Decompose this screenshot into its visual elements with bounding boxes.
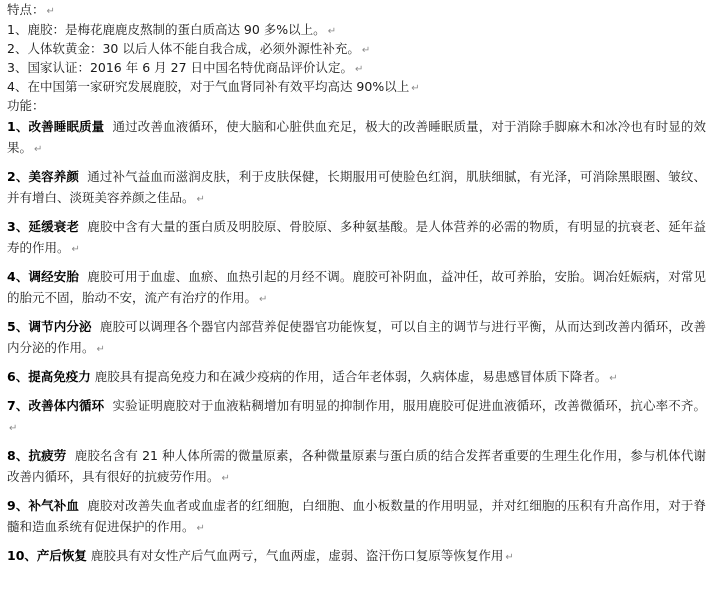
- features-list: [7, 20, 706, 96]
- function-title: 抗疲劳: [28, 448, 67, 463]
- function-item: [7, 366, 706, 389]
- function-text: 鹿胶可以调理各个器官内部营养促使器官功能恢复，可以自主的调节与进行平衡，从而达到改善内循环，改善内分泌的作用。: [7, 319, 706, 355]
- function-title: 美容养颜: [28, 169, 79, 184]
- function-item: [7, 116, 706, 160]
- feature-number: 3、: [7, 60, 28, 75]
- function-title: 补气补血: [28, 498, 79, 513]
- paragraph-mark-icon: ↵: [609, 373, 618, 384]
- function-title: 调经安胎: [28, 269, 79, 284]
- paragraph-mark-icon: ↵: [327, 26, 337, 37]
- function-number: 3、: [7, 219, 29, 234]
- function-title: 产后恢复: [36, 548, 87, 563]
- function-item: [7, 316, 706, 360]
- function-number: 1、: [7, 119, 29, 134]
- feature-item: [7, 58, 706, 77]
- function-number: 4、: [7, 269, 29, 284]
- function-item: [7, 395, 706, 439]
- paragraph-mark-icon: ↵: [505, 552, 514, 563]
- paragraph-mark-icon: ↵: [355, 64, 364, 75]
- function-item: [7, 266, 706, 310]
- function-title: 提高免疫力: [28, 369, 91, 384]
- feature-number: 1、: [7, 22, 28, 37]
- function-title: 改善体内循环: [28, 398, 105, 413]
- paragraph-mark-icon: ↵: [196, 523, 205, 534]
- function-text: 鹿胶对改善失血者或血虚者的红细胞，白细胞、血小板数量的作用明显，并对红细胞的压积有升高作用，对于脊髓和造血系统有促进保护的作用。: [7, 498, 706, 534]
- function-number: 2、: [7, 169, 29, 184]
- function-number: 10、: [7, 548, 37, 563]
- functions-heading: [7, 96, 706, 116]
- paragraph-mark-icon: ↵: [196, 194, 205, 205]
- paragraph-mark-icon: ↵: [9, 423, 18, 434]
- function-number: 6、: [7, 369, 29, 384]
- functions-list: [7, 116, 706, 568]
- feature-text: 鹿胶：是梅花鹿鹿皮熬制的蛋白质高达 90 多%以上。: [27, 22, 326, 37]
- features-heading: [7, 0, 706, 20]
- function-item: [7, 445, 706, 489]
- paragraph-mark-icon: ↵: [71, 244, 80, 255]
- function-item: [7, 495, 706, 539]
- function-item: [7, 216, 706, 260]
- function-title: 调节内分泌: [28, 319, 92, 334]
- function-item: [7, 166, 706, 210]
- function-text: 通过补气益血而滋润皮肤，利于皮肤保健，长期服用可使脸色红润，肌肤细腻，有光泽，可消除黑眼圈、皱纹、并有增白、淡斑美容养颜之佳品。: [7, 169, 706, 205]
- function-item: [7, 545, 706, 568]
- function-text: 鹿胶可用于血虚、血瘀、血热引起的月经不调。鹿胶可补阴血，益冲任，故可养胎，安胎。调冶妊娠病，对常见的胎元不固，胎动不安，流产有治疗的作用。: [7, 269, 706, 305]
- function-title: 改善睡眠质量: [28, 119, 105, 134]
- feature-item: [7, 77, 706, 96]
- function-text: 鹿胶中含有大量的蛋白质及明胶原、骨胶原、多种氨基酸。是人体营养的必需的物质，有明显的抗衰老、延年益寿的作用。: [7, 219, 706, 255]
- functions-heading-text: 功能：: [7, 98, 45, 113]
- paragraph-mark-icon: ↵: [411, 83, 420, 94]
- features-heading-text: 特点：: [7, 2, 45, 17]
- feature-item: [7, 39, 706, 58]
- feature-text: 国家认证：2016 年 6 月 27 日中国名特优商品评价认定。: [27, 60, 353, 75]
- paragraph-mark-icon: ↵: [259, 294, 268, 305]
- function-number: 5、: [7, 319, 29, 334]
- function-text: 通过改善血液循环，使大脑和心脏供血充足，极大的改善睡眠质量，对于消除手脚麻木和冰冷也有时显的效果。: [7, 119, 706, 155]
- feature-text: 在中国第一家研究发展鹿胶，对于气血肾同补有效平均高达 90%以上: [27, 79, 410, 94]
- function-text: 鹿胶具有对女性产后气血两亏，气血两虚，虚弱、盗汗伤口复原等恢复作用: [90, 548, 504, 563]
- feature-item: [7, 20, 706, 39]
- paragraph-mark-icon: ↵: [96, 344, 105, 355]
- feature-number: 2、: [7, 41, 28, 56]
- feature-number: 4、: [7, 79, 28, 94]
- function-text: 实验证明鹿胶对于血液粘稠增加有明显的抑制作用，服用鹿胶可促进血液循环，改善微循环，抗心率不齐。: [112, 398, 706, 413]
- paragraph-mark-icon: ↵: [34, 144, 43, 155]
- paragraph-mark-icon: ↵: [221, 473, 230, 484]
- function-number: 7、: [7, 398, 29, 413]
- paragraph-mark-icon: ↵: [361, 45, 371, 56]
- function-number: 9、: [7, 498, 29, 513]
- paragraph-mark-icon: ↵: [46, 6, 55, 17]
- function-title: 延缓衰老: [28, 219, 79, 234]
- function-text: 鹿胶具有提高免疫力和在减少疫病的作用，适合年老体弱，久病体虚，易患感冒体质下降者。: [94, 369, 608, 384]
- function-text: 鹿胶名含有 21 种人体所需的微量原素，各种微量原素与蛋白质的结合发挥者重要的生理生化作用，参与机体代谢改善内循环，具有很好的抗疲劳作用。: [7, 448, 706, 484]
- feature-text: 人体软黄金：30 以后人体不能自我合成，必须外源性补充。: [27, 41, 360, 56]
- function-number: 8、: [7, 448, 29, 463]
